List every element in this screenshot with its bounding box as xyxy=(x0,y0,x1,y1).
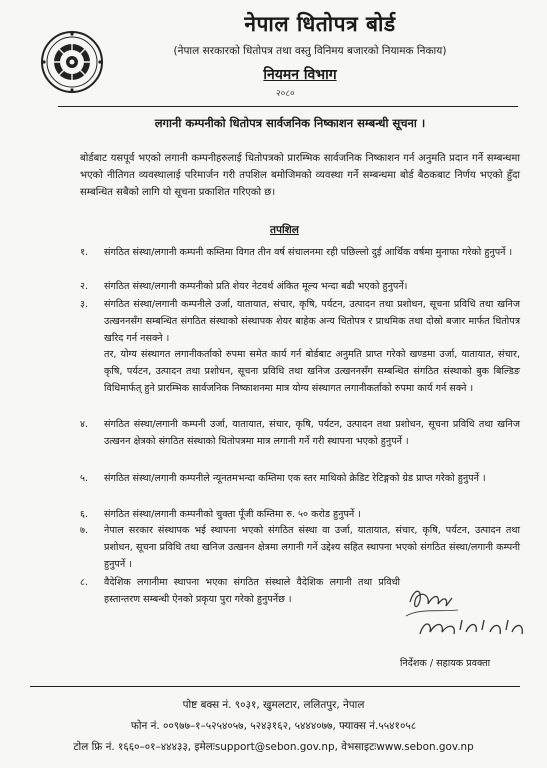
condition-number: २. xyxy=(80,281,89,292)
condition-number: ४. xyxy=(80,419,89,430)
condition-text: संगठित संस्था/लगानी कम्पनी कम्तिमा विगत तीन वर्ष संचालनमा रही पछिल्लो दुई आर्थिक वर्षमा मुनाफा गरेको हुनुपर्ने । xyxy=(104,247,513,258)
condition-number: ७. xyxy=(80,525,89,536)
footer-phone: फोन नं. ००९७७–१–५२५४०५७, ५२४३१६२, ५४४४०७७, फ्याक्स नं.५५४१०५८ xyxy=(130,720,417,732)
organization-subtitle: (नेपाल सरकारको धितोपत्र तथा वस्तु विनिमय बजारको नियामक निकाय) xyxy=(173,45,447,57)
department-name: नियमन विभाग xyxy=(263,67,337,83)
annex-heading: तपशिल xyxy=(270,224,299,236)
condition-text: संगठित संस्था/लगानी कम्पनीको प्रति शेयर नेटवर्थ अंकित मूल्य भन्दा बढी भएको हुनुपर्ने। xyxy=(104,281,408,292)
condition-number: ३. xyxy=(80,299,89,310)
intro-paragraph: बोर्डबाट यसपूर्व भएको लगानी कम्पनीहरुलाई धितोपत्रको प्रारम्भिक सार्वजनिक निष्काशन गर्न अनुमति प्रदान गर्ने सम्बन्धमा भएको नीतिगत व्यवस्थालाई परिमार्जन गरी तपशिल बमोजिमको व्यवस्था गर्ने सम्बन्धमा बोर्ड बैठकबाट निर्णय भएको हुँदा सम्बन्धित सबैको लागि यो सूचना प्रकाशित गरिएको छ। xyxy=(80,153,520,198)
condition-number: ६. xyxy=(80,509,89,520)
condition-item xyxy=(80,506,520,523)
organization-name: नेपाल धितोपत्र बोर्ड xyxy=(244,12,396,36)
condition-item xyxy=(80,296,520,347)
header-divider xyxy=(58,106,518,107)
condition-text: संगठित संस्था/लगानी कम्पनीको चुक्ता पूँजी कम्तिमा रु. ५० करोड हुनुपर्ने । xyxy=(104,509,361,520)
condition-number: १. xyxy=(80,247,89,258)
condition-text: नेपाल सरकार संस्थापक भई स्थापना भएको संगठित संस्था वा उर्जा, यातायात, संचार, कृषि, पर्यटन, उत्पादन तथा प्रशोधन, सूचना प्रविधि तथा खनिज उत्खनन क्षेत्रमा लगानी गर्ने उद्देश्य सहित स्थापना भएको संगठित संस्था/लगानी कम्पनी हुनुपर्ने । xyxy=(104,525,520,570)
condition-text: तर, योग्य संस्थागत लगानीकर्ताको रुपमा समेत कार्य गर्न बोर्डबाट अनुमति प्राप्त गरेको खण्डमा उर्जा, यातायात, संचार, कृषि, पर्यटन, उत्पादन तथा प्रशोधन, सूचना प्रविधि तथा खनिज उत्खननसँग सम्बन्धित संगठित संस्थाको बुक बिल्डिङ विधिमार्फत् हुने प्रारम्भिक सार्वजनिक निष्काशनमा मात्र योग्य संस्थागत लगानीकर्ताको रुपमा कार्य गर्न सक्ने । xyxy=(104,349,520,394)
footer-divider xyxy=(30,686,520,687)
condition-text: संगठित संस्था/लगानी कम्पनीले उर्जा, यातायात, संचार, कृषि, पर्यटन, उत्पादन तथा प्रशोधन, सूचना प्रविधि तथा खनिज उत्खननसँग सम्बन्धित संगठित संस्थाको संस्थापक शेयर बाहेक अन्य धितोपत्र र प्राथमिक तथा दोस्रो बजार मार्फत धितोपत्र खरिद गर्न नसक्ने । xyxy=(104,299,520,344)
condition-item xyxy=(80,522,520,573)
condition-item xyxy=(80,416,520,450)
condition-text: वैदेशिक लगानीमा स्थापना भएका संगठित संस्थाले वैदेशिक लगानी तथा प्रविधी हस्तान्तरण सम्बन्धी ऐनको प्रकृया पुरा गरेको हुनुपर्नेछ । xyxy=(104,577,400,605)
condition-proviso xyxy=(80,346,520,397)
condition-number: ५. xyxy=(80,473,89,484)
condition-item xyxy=(80,244,520,261)
handwritten-signature xyxy=(400,582,530,642)
signatory-title: निर्देशक / सहायक प्रवक्ता xyxy=(400,658,491,669)
condition-text: संगठित संस्था/लगानी कम्पनी उर्जा, यातायात, संचार, कृषि, पर्यटन, उत्पादन तथा प्रशोधन, सूचना प्रविधि तथा खनिज उत्खनन क्षेत्रको संगठित संस्थाको धितोपत्रमा मात्र लगानी गर्ने गरी स्थापना भएको हुनुपर्ने । xyxy=(104,419,520,447)
stamp-year: २०८० xyxy=(276,89,295,99)
condition-item xyxy=(80,574,400,608)
condition-item xyxy=(80,278,520,295)
notice-subject: लगानी कम्पनीको धितोपत्र सार्वजनिक निष्काशन सम्बन्धी सूचना । xyxy=(154,116,426,130)
footer-contact: टोल फ्रि नं. १६६०–०१–४४४३३, इमेलःsupport@sebon.gov.np, वेभसाइटःwww.sebon.gov.np xyxy=(73,741,474,753)
sebon-seal-logo xyxy=(40,30,104,94)
footer-address: पोष्ट बक्स नं. ९०३१, खुमलटार, ललितपुर, नेपाल xyxy=(182,699,365,711)
condition-number: ८. xyxy=(80,577,89,588)
condition-item xyxy=(80,470,520,487)
condition-text: संगठित संस्था/लगानी कम्पनीले न्यूनतमभन्दा कम्तिमा एक स्तर माथिको क्रेडिट रेटिङ्गको ग्रेड प्राप्त गरेको हुनुपर्ने । xyxy=(104,473,486,484)
